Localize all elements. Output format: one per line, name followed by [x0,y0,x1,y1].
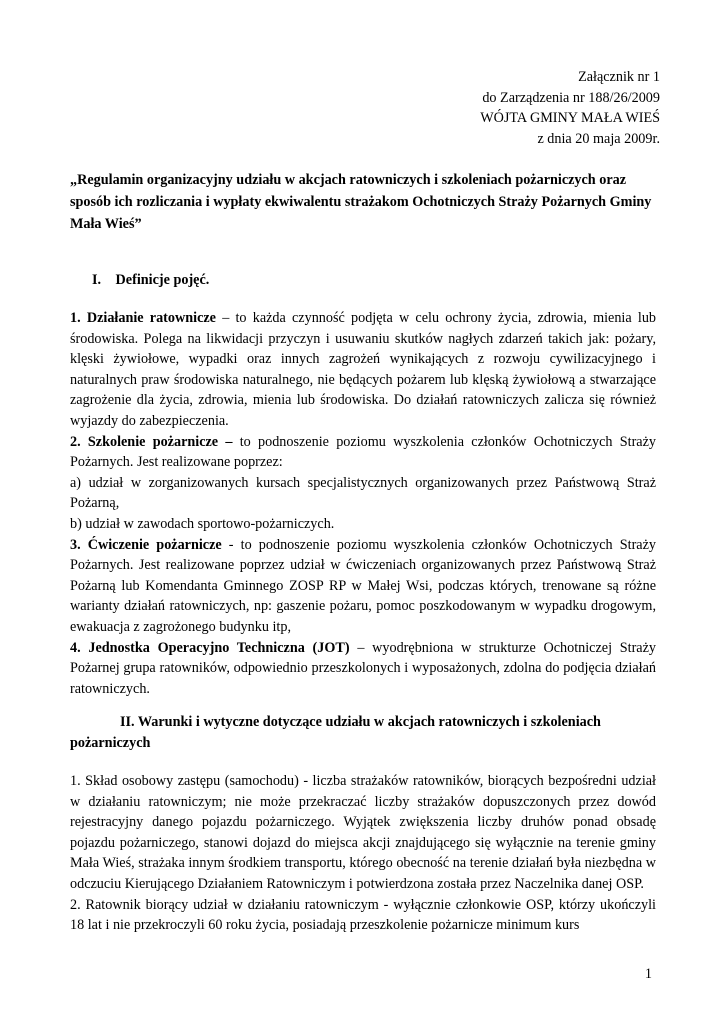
definition-4-term: 4. Jednostka Operacyjno Techniczna (JOT) [70,639,350,656]
section-1-body [70,308,656,699]
definition-4-text: – wyodrębniona w strukturze Ochotniczej Straży Pożarnej grupa ratowników, odpowiednio przeszkolonych i wyposażonych, zdolna do podjęcia działań ratowniczych. [70,639,656,697]
section-2-heading-line-2: pożarniczych [70,735,151,751]
section-1-title: Definicje pojęć. [115,272,210,288]
definition-3-term: 3. Ćwiczenie pożarnicze [70,536,222,553]
section-2-heading [70,712,656,754]
document-title: „Regulamin organizacyjny udziału w akcjach ratowniczych i szkoleniach pożarniczych oraz sposób ich rozliczania i wypłaty ekwiwalentu strażakom Ochotniczych Straży Pożarnych Gminy Mała Wieś” [70,172,652,232]
annex-line-1: Załącznik nr 1 [578,69,660,85]
section-2-paragraph-1: 1. Skład osobowy zastępu (samochodu) - liczba strażaków ratowników, biorących bezpośredni udział w działaniu ratowniczym; nie może przekraczać liczby strażaków dopuszczonych przez dowód rejestracyjny danego pojazdu pożarniczego. Wyjątek zwiększenia liczby druhów ponad obsadę pojazdu pożarniczego, stanowi dojazd do miejsca akcji znajdującego się wyłącznie na terenie gminy Mała Wieś, strażaka innym środkiem transportu, którego obecność na terenie działań była niezbędna w odczuciu Kierującego Działaniem Ratowniczym i potwierdzona została przez Naczelnika danej OSP. [70,773,656,892]
definition-1-text: – to każda czynność podjęta w celu ochrony życia, zdrowia, mienia lub środowiska. Polega na likwidacji przyczyn i usuwaniu skutków nagłych zdarzeń takich jak: pożary, klęski żywiołowe, wypadki oraz innych zagrożeń wynikających z rozwoju cywilizacyjnego i naturalnych praw środowiska naturalnego, nie będących pożarem lub klęską żywiołową a stwarzające zagrożenie dla życia, zdrowia, mienia lub środowiska. Do działań ratowniczych zalicza się również wyjazdy do zabezpieczenia. [70,310,657,429]
annex-line-4: z dnia 20 maja 2009r. [537,130,660,147]
definition-2-item-b: b) udział w zawodach sportowo-pożarniczych. [70,515,335,532]
section-2-body [70,771,656,936]
definition-2 [70,432,656,473]
page-number: 1 [644,966,652,982]
annex-line-3: WÓJTA GMINY MAŁA WIEŚ [480,110,660,126]
definition-3 [70,535,656,638]
section-1-number: I. [92,272,102,288]
section-2-heading-line-1: II. Warunki i wytyczne dotyczące udziału w akcjach ratowniczych i szkoleniach [120,714,601,730]
definition-2-term: 2. Szkolenie pożarnicze – [70,433,233,450]
definition-4 [70,638,656,700]
definition-1-term: 1. Działanie ratownicze [70,310,216,326]
definition-2-item-a: a) udział w zorganizowanych kursach specjalistycznych organizowanych przez Państwową Straż Pożarną, [70,474,656,512]
definition-3-text: - to podnoszenie poziomu wyszkolenia członków Ochotniczych Straży Pożarnych. Jest realizowane poprzez udział w ćwiczeniach organizowanych przez Państwową Straż Pożarną lub Komendanta Gminnego ZOSP RP w Małej Wsi, podczas których, trenowane są różne warianty działań ratowniczych, np: gaszenie pożaru, pomoc poszkodowanym w wypadku drogowym, ewakuacja z zagrożonego budynku itp, [70,536,656,635]
annex-line-2: do Zarządzenia nr 188/26/2009 [482,89,660,106]
definition-1 [70,308,656,432]
annex-header [480,67,660,149]
section-2-paragraph-2: 2. Ratownik biorący udział w działaniu ratowniczym - wyłącznie członkowie OSP, którzy ukończyli 18 lat i nie przekroczyli 60 roku życia, posiadają przeszkolenie pożarnicze minimum kurs [70,896,656,934]
definition-2-text: to podnoszenie poziomu wyszkolenia członków Ochotniczych Straży Pożarnych. Jest realizowane poprzez: [70,433,656,471]
section-1-heading [92,270,209,291]
